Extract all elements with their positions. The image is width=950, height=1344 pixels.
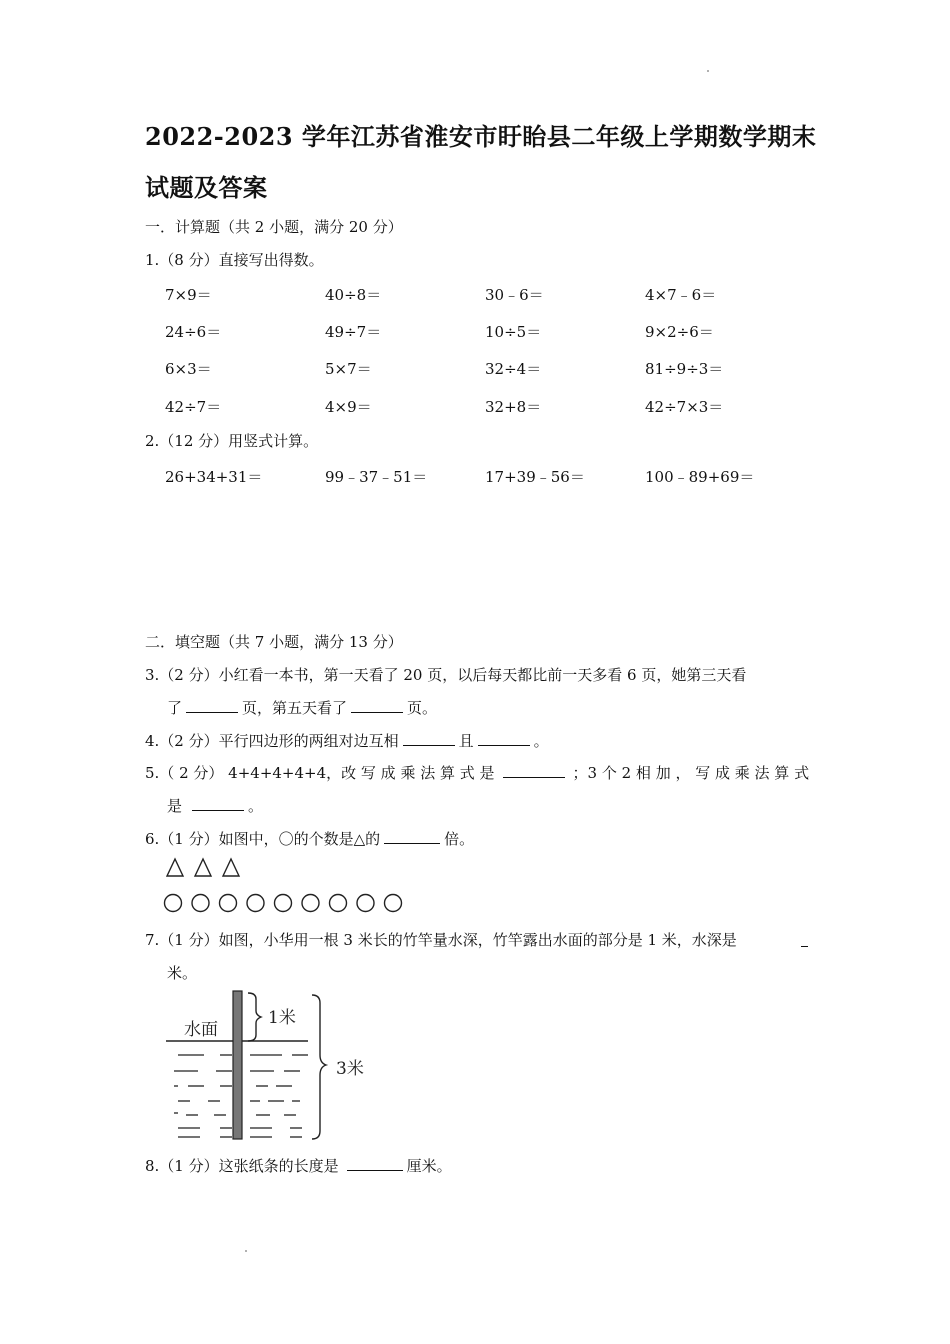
- circle-shape: [385, 895, 402, 912]
- water-surface-label: 水面: [184, 1020, 218, 1040]
- circle-shape: [220, 895, 237, 912]
- circle-shape: [302, 895, 319, 912]
- q2-item: 26+34+31＝: [165, 468, 263, 486]
- q2-item: 17+39﹣56＝: [485, 468, 585, 486]
- q3-line1: 3.（2 分）小红看一本书，第一天看了 20 页，以后每天都比前一天多看 6 页，她第三天看: [145, 666, 747, 684]
- circle-shape: [247, 895, 264, 912]
- q1-cell: 5×7＝: [325, 360, 372, 378]
- one-meter-label: 1米: [268, 1008, 296, 1028]
- triangles-figure: [166, 857, 246, 879]
- three-meter-label: 3米: [336, 1059, 364, 1079]
- q5-line2: [167, 795, 263, 816]
- q3-line2: [167, 697, 437, 718]
- section1-heading: 一．计算题（共 2 小题，满分 20 分）: [145, 218, 403, 236]
- q7-line1: 7.（1 分）如图，小华用一根 3 米长的竹竿量水深，竹竿露出水面的部分是 1 米，水深是: [145, 931, 737, 949]
- circle-shape: [192, 895, 209, 912]
- q1-label: 1.（8 分）直接写出得数。: [145, 251, 324, 269]
- q8-text: 厘米。: [406, 1157, 452, 1175]
- q3-blank-2[interactable]: [351, 698, 403, 713]
- triangle-shape: [195, 859, 211, 876]
- q3-blank-1[interactable]: [186, 698, 238, 713]
- q2-label: 2.（12 分）用竖式计算。: [145, 432, 319, 450]
- q1-cell: 42÷7×3＝: [645, 398, 724, 416]
- water-dashes-right: [250, 1055, 308, 1137]
- one-meter-brace: [248, 993, 261, 1041]
- q1-cell: 6×3＝: [165, 360, 212, 378]
- q4-line: [145, 730, 549, 751]
- circle-shape: [330, 895, 347, 912]
- q7-blank[interactable]: [801, 946, 808, 947]
- q6-blank[interactable]: [384, 829, 440, 844]
- circle-shape: [275, 895, 292, 912]
- water-dashes-left: [174, 1055, 232, 1137]
- q1-cell: 7×9＝: [165, 286, 212, 304]
- q1-cell: 24÷6＝: [165, 323, 222, 341]
- q5-text: ；3 个 2 相 加 ， 写 成 乘 法 算 式: [572, 764, 810, 782]
- triangle-shape: [167, 859, 183, 876]
- circle-shape: [165, 895, 182, 912]
- q6-text: 倍。: [444, 830, 475, 848]
- document-title-line2: 试题及答案: [145, 173, 268, 202]
- section2-heading: 二．填空题（共 7 小题，满分 13 分）: [145, 633, 403, 651]
- q5-text: 5.（ 2 分） 4+4+4+4+4，改 写 成 乘 法 算 式 是: [145, 764, 495, 782]
- q5-blank-2[interactable]: [192, 796, 244, 811]
- q4-text: 。: [533, 732, 549, 750]
- q3-text: 页，第五天看了: [242, 699, 348, 717]
- q5-text: 是: [167, 797, 183, 815]
- q6-line: [145, 828, 474, 849]
- q1-cell: 10÷5＝: [485, 323, 542, 341]
- q1-cell: 4×7﹣6＝: [645, 286, 717, 304]
- q1-cell: 4×9＝: [325, 398, 372, 416]
- q3-text: 了: [167, 699, 183, 717]
- q5-line1: [145, 762, 809, 783]
- q3-text: 页。: [407, 699, 438, 717]
- water-depth-figure: [160, 985, 380, 1145]
- q8-text: 8.（1 分）这张纸条的长度是: [145, 1157, 339, 1175]
- q1-cell: 32+8＝: [485, 398, 542, 416]
- q1-cell: 49÷7＝: [325, 323, 382, 341]
- q4-text: 且: [458, 732, 474, 750]
- triangle-shape: [223, 859, 239, 876]
- three-meter-brace: [312, 995, 326, 1139]
- q5-blank-1[interactable]: [503, 763, 565, 778]
- q4-blank-1[interactable]: [403, 731, 455, 746]
- q2-item: 99﹣37﹣51＝: [325, 468, 428, 486]
- bamboo-pole: [233, 991, 242, 1139]
- footer-dot: [245, 1250, 247, 1252]
- corner-dot: [707, 70, 709, 72]
- q1-cell: 30﹣6＝: [485, 286, 544, 304]
- q8-blank[interactable]: [347, 1156, 403, 1171]
- circles-figure: [162, 892, 412, 916]
- q1-cell: 81÷9÷3＝: [645, 360, 724, 378]
- q5-text: 。: [248, 797, 264, 815]
- q4-text: 4.（2 分）平行四边形的两组对边互相: [145, 732, 399, 750]
- q4-blank-2[interactable]: [478, 731, 530, 746]
- q1-cell: 9×2÷6＝: [645, 323, 714, 341]
- q1-cell: 40÷8＝: [325, 286, 382, 304]
- q1-cell: 32÷4＝: [485, 360, 542, 378]
- q7-line2: 米。: [167, 964, 198, 982]
- circle-shape: [357, 895, 374, 912]
- q1-cell: 42÷7＝: [165, 398, 222, 416]
- q2-item: 100﹣89+69＝: [645, 468, 755, 486]
- q6-text: 6.（1 分）如图中，〇的个数是△的: [145, 830, 381, 848]
- document-title-line1: 2022-2023 学年江苏省淮安市盱眙县二年级上学期数学期末: [145, 122, 817, 151]
- q8-line: [145, 1155, 452, 1176]
